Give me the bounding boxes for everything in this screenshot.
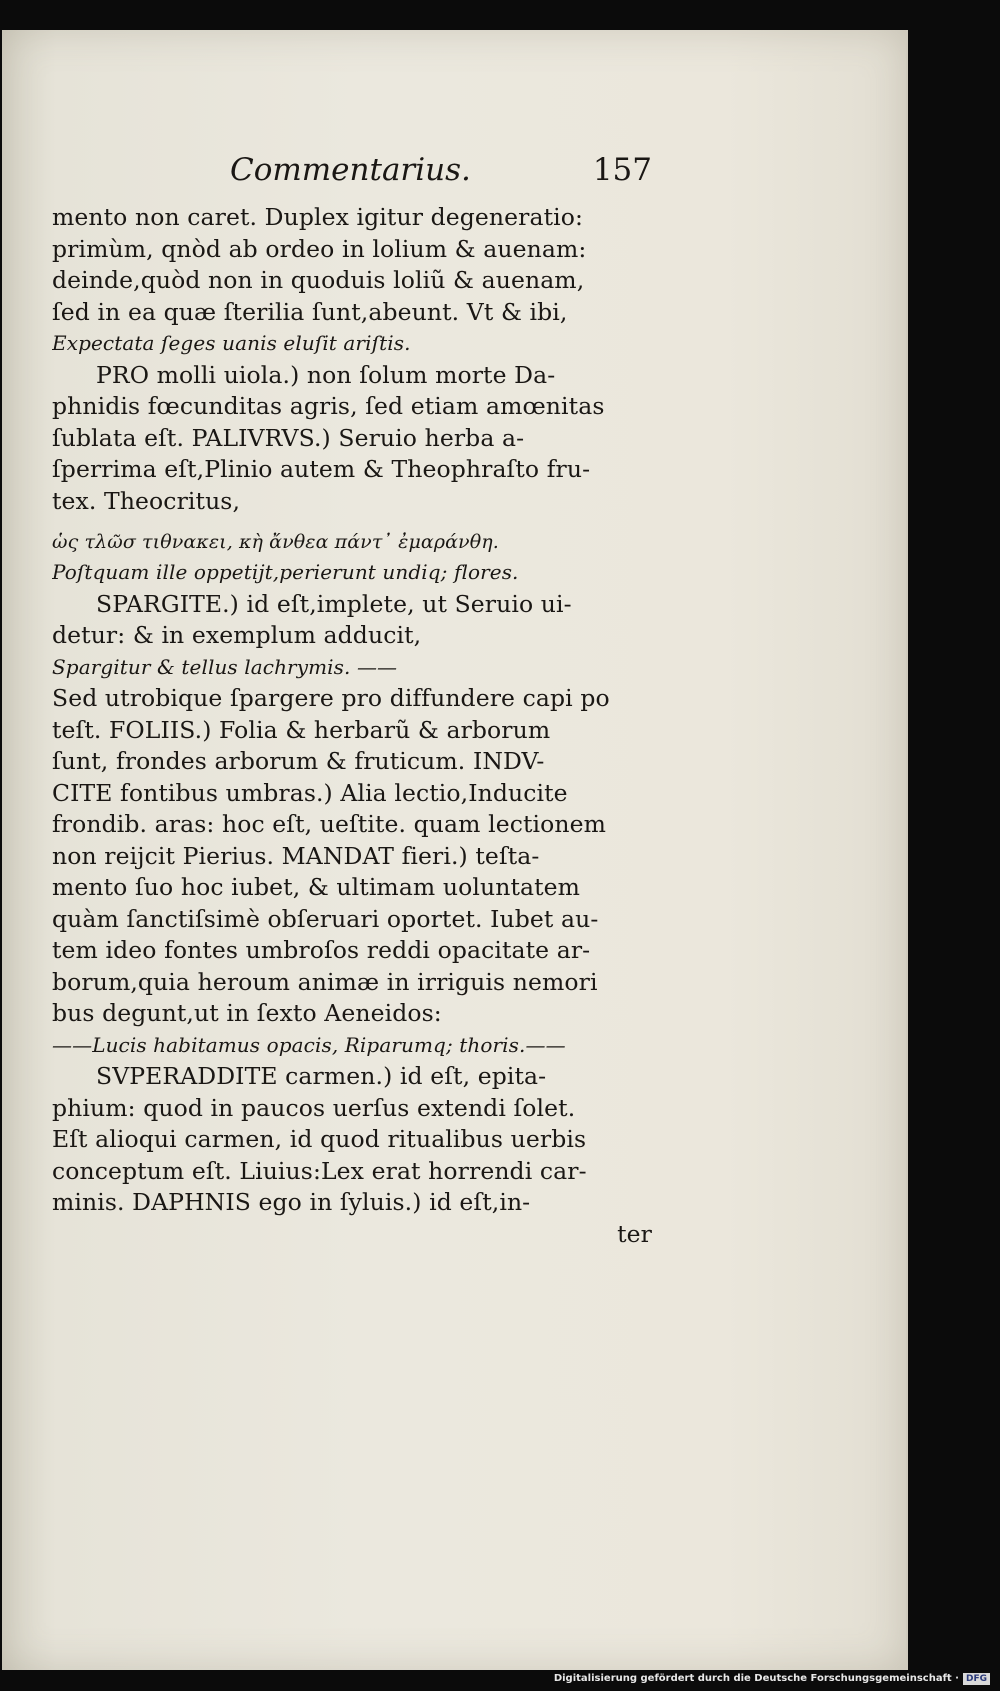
text-line: mento non caret. Duplex igitur degeneratio: — [52, 203, 584, 231]
text-line: borum,quia heroum animæ in irriguis nemori — [52, 967, 598, 996]
verse-quote: Spargitur & tellus lachrymis. —— — [52, 654, 398, 679]
verse-quote: Poſtquam ille oppetijt,perierunt undiq; flores. — [52, 560, 519, 584]
text-line: conceptum eſt. Liuius:Lex erat horrendi car- — [52, 1156, 587, 1185]
greek-quote: ὡς τλῶσ τιθνακει, κὴ ἄνθεα πάντ᾽ ἐμαράνθη. — [52, 531, 499, 553]
text-line: detur: & in exemplum adducit, — [52, 621, 422, 649]
text-line: CITE fontibus umbras.) Alia lectio,Inducite — [52, 778, 568, 807]
text-line: quàm ſanctiſsimè obſeruari oportet. Iubet au- — [52, 904, 599, 933]
text-line: teſt. FOLIIS.) Folia & herbarũ & arborum — [52, 715, 551, 744]
text-line: non reijcit Pierius. MANDAT fieri.) teſta- — [52, 841, 540, 870]
page-header — [52, 140, 652, 202]
text-line: tem ideo fontes umbroſos reddi opacitate ar- — [52, 936, 591, 964]
text-line: tex. Theocritus, — [52, 486, 241, 515]
verse-quote: Expectata ſeges uanis eluſit ariſtis. — [52, 331, 411, 355]
text-line: ſed in ea quæ ſterilia ſunt,abeunt. Vt & ibi, — [52, 297, 568, 326]
running-title: Commentarius. — [230, 152, 471, 188]
digitization-credit — [550, 1673, 990, 1685]
catchword: ter — [617, 1219, 652, 1248]
text-line: phnidis fœcunditas agris, ſed etiam amœnitas — [52, 392, 605, 420]
text-line: deinde,quòd non in quoduis loliũ & auenam, — [52, 266, 585, 294]
text-line: ſperrima eſt,Plinio autem & Theophraſto fru- — [52, 455, 591, 483]
text-line: SVPERADDITE carmen.) id eſt, epita- — [96, 1062, 547, 1090]
text-line: bus degunt,ut in ſexto Aeneidos: — [52, 999, 442, 1027]
text-line: ſublata eſt. PALIVRVS.) Seruio herba a- — [52, 423, 525, 452]
dfg-logo: DFG — [963, 1673, 990, 1685]
text-line: Sed utrobique ſpargere pro diffundere capi po — [52, 684, 610, 712]
text-line: SPARGITE.) id eſt,implete, ut Seruio ui- — [96, 589, 572, 618]
credit-text: Digitalisierung gefördert durch die Deutsche Forschungsgemeinschaft · — [553, 1673, 959, 1684]
text-block — [52, 140, 652, 1250]
book-page — [2, 30, 908, 1670]
text-line: Eſt alioqui carmen, id quod ritualibus uerbis — [52, 1125, 587, 1153]
text-line: mento ſuo hoc iubet, & ultimam uoluntatem — [52, 873, 581, 901]
text-line: ſunt, frondes arborum & fruticum. INDV- — [52, 747, 545, 775]
text-line: frondib. aras: hoc eſt, ueſtite. quam lectionem — [52, 810, 607, 838]
verse-quote: ——Lucis habitamus opacis, Riparumq; thoris.—— — [52, 1032, 566, 1057]
text-line: primùm, qnòd ab ordeo in lolium & auenam: — [52, 234, 587, 263]
text-line: minis. DAPHNIS ego in ſyluis.) id eſt,in- — [52, 1188, 531, 1216]
page-number: 157 — [592, 152, 652, 188]
text-line: PRO molli uiola.) non ſolum morte Da- — [96, 360, 556, 389]
text-line: phium: quod in paucos uerſus extendi ſolet. — [52, 1093, 576, 1122]
